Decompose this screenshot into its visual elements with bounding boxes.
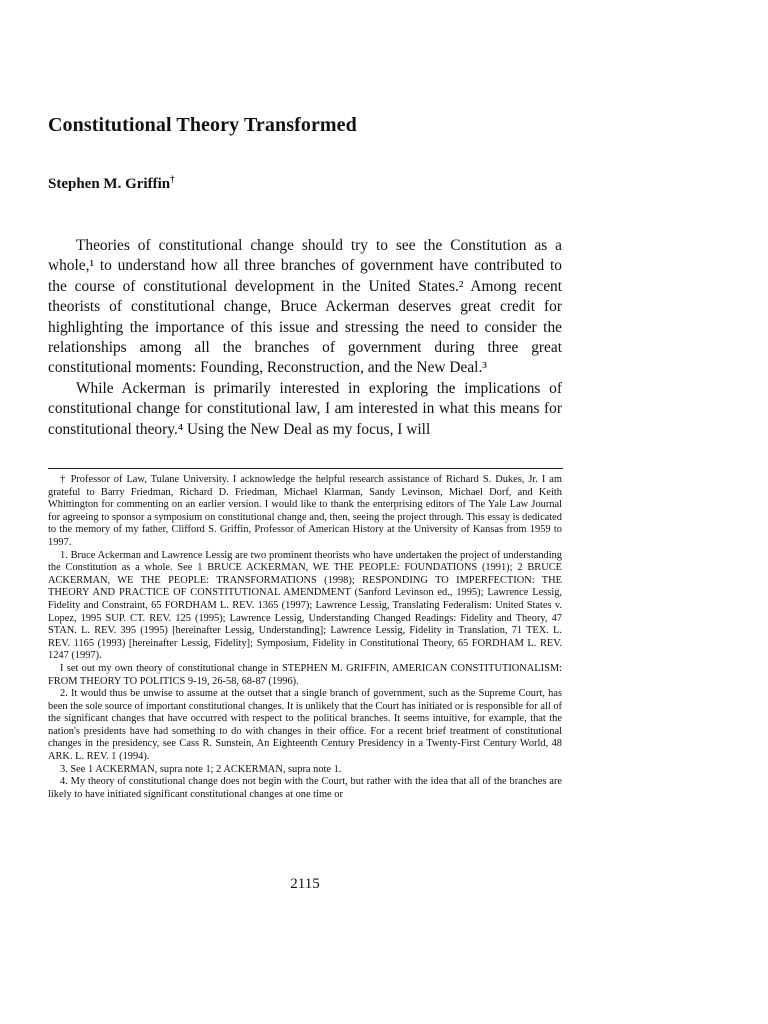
page-number: 2115 [290,876,320,892]
footnote-2: 2. It would thus be unwise to assume at the outset that a single branch of government, such as the Supreme Court, has been the sole source of important constitutional changes. It is unlikely that the Court has initiated or is responsible for all of the significant changes that have occurred with respect to the political branches. It seems intuitive, for example, that the nation's presidents have had something to do with changes in their office. For a recent brief treatment of constitutional changes in the presidency, see Cass R. Sunstein, An Eighteenth Century Presidency in a Twenty-First Century World, 48 ARK. L. REV. 1 (1994). [48,688,562,763]
author-footnote-mark: † [170,174,175,184]
article-body [48,236,562,440]
footnote-4: 4. My theory of constitutional change does not begin with the Court, but rather with the idea that all of the branches are likely to have initiated significant constitutional changes at one time or [48,776,562,800]
footnote-divider [48,468,563,469]
footnote-1: 1. Bruce Ackerman and Lawrence Lessig are two prominent theorists who have undertaken the project of understanding the Constitution as a whole. See 1 BRUCE ACKERMAN, WE THE PEOPLE: FOUNDATIONS (1991); 2 BRUCE ACKERMAN, WE THE PEOPLE: TRANSFORMATIONS (1998); RESPONDING TO IMPERFECTION: THE THEORY AND PRACTICE OF CONSTITUTIONAL AMENDMENT (Sanford Levinson ed., 1995); Lawrence Lessig, Fidelity and Constraint, 65 FORDHAM L. REV. 1365 (1997); Lawrence Lessig, Translating Federalism: United States v. Lopez, 1995 SUP. CT. REV. 125 (1995); Lawrence Lessig, Understanding Changed Readings: Fidelity and Theory, 47 STAN. L. REV. 395 (1995) [hereinafter Lessig, Understanding]; Lawrence Lessig, Fidelity in Translation, 71 TEX. L. REV. 1165 (1993) [hereinafter Lessig, Fidelity]; Symposium, Fidelity in Constitutional Theory, 65 FORDHAM L. REV. 1247 (1997). [48,549,562,662]
footnote-author: † Professor of Law, Tulane University. I acknowledge the helpful research assistance of Richard S. Dukes, Jr. I am grateful to Barry Friedman, Richard D. Friedman, Michael Klarman, Sandy Levinson, Michael Dorf, and Keith Whittington for commenting on an earlier version. I would like to thank the enterprising editors of The Yale Law Journal for agreeing to sponsor a symposium on constitutional change and, then, seeing the project through. This essay is dedicated to the memory of my father, Clifford S. Griffin, Professor of American History at the University of Kansas from 1959 to 1997. [48,474,562,548]
body-paragraph-1: Theories of constitutional change should try to see the Constitution as a whole,¹ to understand how all three branches of government have contributed to the course of constitutional development in the United States.² Among recent theorists of constitutional change, Bruce Ackerman deserves great credit for highlighting the importance of this issue and stressing the need to consider the relationships among all the branches of government during three great constitutional moments: Founding, Reconstruction, and the New Deal.³ [48,237,562,377]
footnote-3: 3. See 1 ACKERMAN, supra note 1; 2 ACKERMAN, supra note 1. [60,763,342,775]
footnotes [48,474,562,801]
article-title: Constitutional Theory Transformed [48,114,357,136]
article-author [48,176,175,193]
body-paragraph-2: While Ackerman is primarily interested in exploring the implications of constitutional change for constitutional law, I am interested in what this means for constitutional theory.⁴ Using the New Deal as my focus, I will [48,379,562,438]
author-name: Stephen M. Griffin [48,176,171,192]
footnote-1-continuation: I set out my own theory of constitutional change in STEPHEN M. GRIFFIN, AMERICAN CONSTITUTIONALISM: FROM THEORY TO POLITICS 9-19, 26-58, 68-87 (1996). [48,662,562,687]
